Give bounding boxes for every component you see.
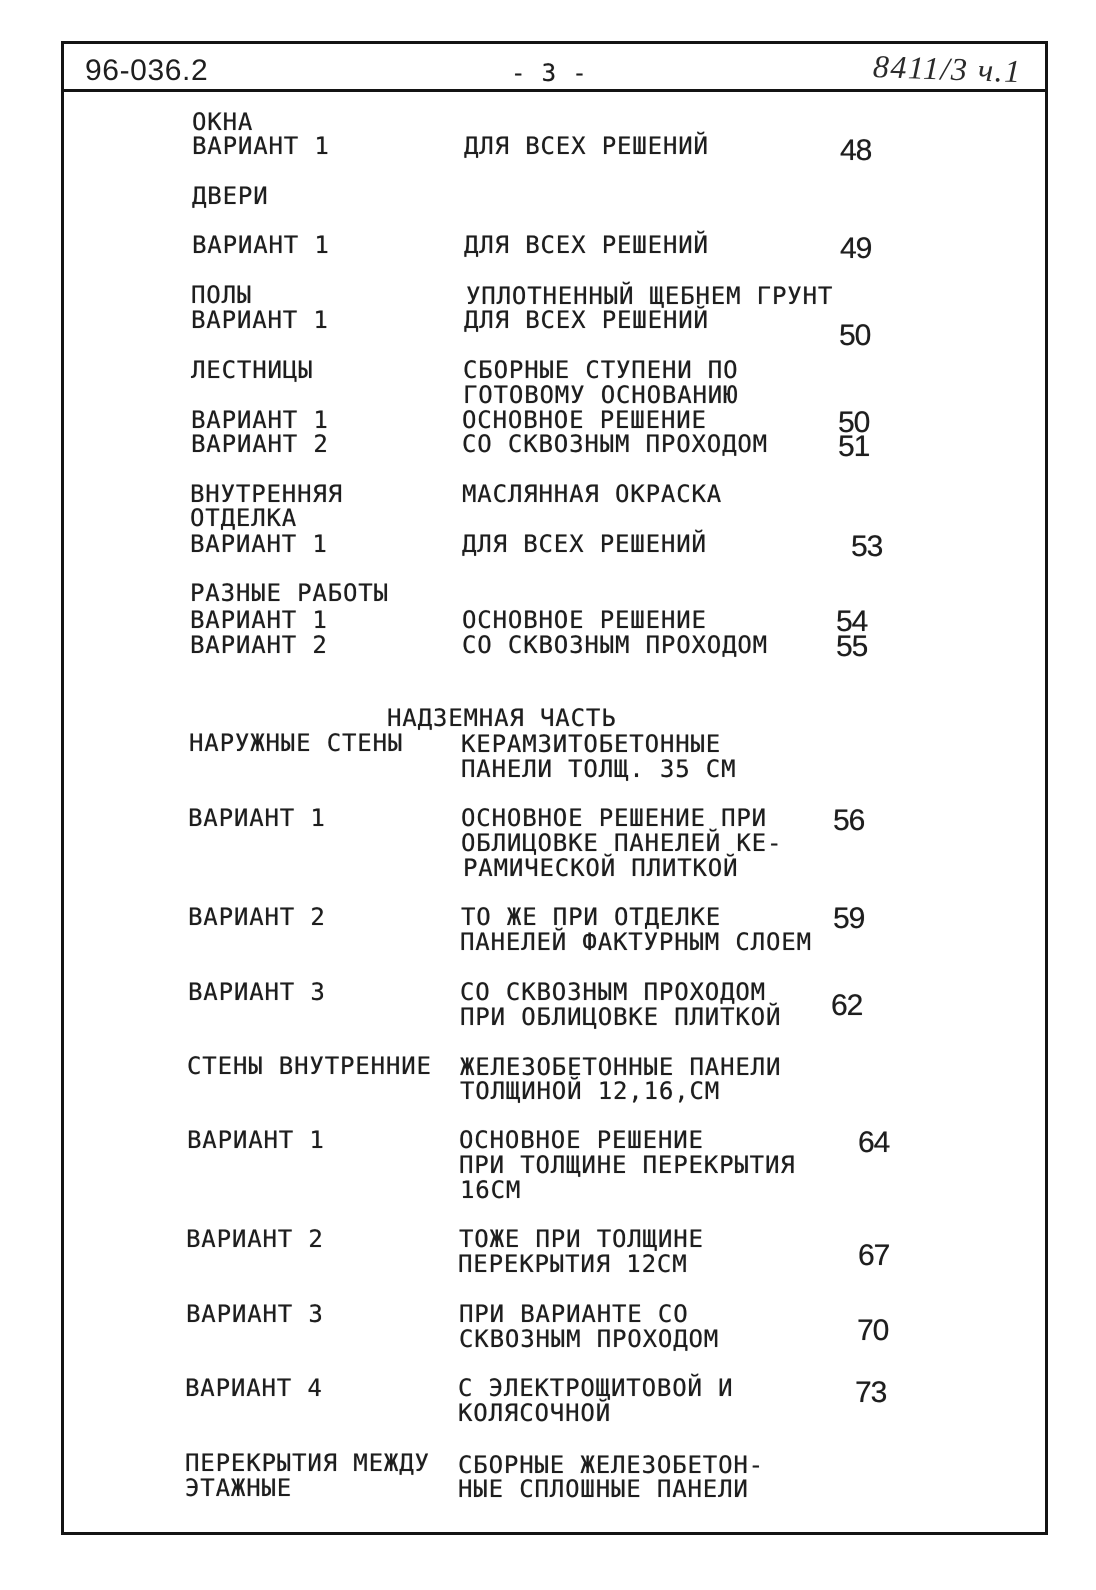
page-ref: 49 [840,232,872,265]
variant-label: ВАРИАНТ 2 [191,430,329,458]
variant-label: ВАРИАНТ 1 [191,306,329,334]
variant-label: ВАРИАНТ 1 [190,606,328,634]
page-ref: 70 [857,1314,889,1347]
variant-description: ПРИ ТОЛЩИНЕ ПЕРЕКРЫТИЯ [459,1151,796,1179]
entry-description: ПАНЕЛИ ТОЛЩ. 35 СМ [461,755,737,783]
entry-title: ПОЛЫ [191,281,253,309]
page-ref: 48 [840,134,872,167]
variant-description: ПРИ ВАРИАНТЕ СО [459,1300,689,1328]
variant-label: ВАРИАНТ 1 [192,231,330,259]
variant-label: ВАРИАНТ 4 [185,1374,323,1402]
page-ref: 67 [858,1239,890,1272]
variant-label: ВАРИАНТ 3 [186,1300,324,1328]
variant-description: ДЛЯ ВСЕХ РЕШЕНИЙ [464,231,709,259]
page-ref: 59 [833,902,865,935]
variant-description: РАМИЧЕСКОЙ ПЛИТКОЙ [463,854,739,882]
variant-label: ВАРИАНТ 2 [190,631,328,659]
variant-description: СКВОЗНЫМ ПРОХОДОМ [459,1325,720,1353]
variant-label: ВАРИАНТ 1 [192,132,330,160]
variant-label: ВАРИАНТ 3 [188,978,326,1006]
header-divider [61,89,1048,92]
entry-description: КЕРАМЗИТОБЕТОННЫЕ [461,730,722,758]
entry-title: ОТДЕЛКА [190,504,298,532]
document-code: 96-036.2 [85,54,209,87]
page-ref: 64 [858,1126,890,1159]
entry-description: НЫЕ СПЛОШНЫЕ ПАНЕЛИ [458,1475,749,1503]
page-ref: 54 [836,605,868,638]
entry-title: ПЕРЕКРЫТИЯ МЕЖДУ [185,1449,430,1477]
entry-title: НАРУЖНЫЕ СТЕНЫ [189,729,404,757]
entry-title: ВНУТРЕННЯЯ [190,480,343,508]
entry-title: ДВЕРИ [192,182,269,210]
entry-description: ГОТОВОМУ ОСНОВАНИЮ [463,381,739,409]
variant-label: ВАРИАНТ 2 [186,1225,324,1253]
page-ref: 51 [838,430,870,463]
variant-description: С ЭЛЕКТРОЩИТОВОЙ И [458,1374,734,1402]
handwritten-reference: 8411/3 ч.1 [872,48,1023,90]
variant-description: 16СМ [460,1176,522,1204]
page-ref: 73 [855,1376,887,1409]
entry-description: ТОЛЩИНОЙ 12,16,СМ [460,1077,721,1105]
entry-description: МАСЛЯННАЯ ОКРАСКА [462,480,723,508]
variant-description: СО СКВОЗНЫМ ПРОХОДОМ [462,430,768,458]
page-ref: 50 [839,319,871,352]
entry-title: ЭТАЖНЫЕ [185,1474,293,1502]
variant-description: КОЛЯСОЧНОЙ [458,1399,611,1427]
variant-label: ВАРИАНТ 1 [188,804,326,832]
page-ref: 53 [851,530,883,563]
entry-description: СБОРНЫЕ ЖЕЛЕЗОБЕТОН- [458,1451,764,1479]
variant-label: ВАРИАНТ 1 [191,406,329,434]
variant-description: ОСНОВНОЕ РЕШЕНИЕ [462,606,707,634]
variant-description: СО СКВОЗНЫМ ПРОХОДОМ [460,978,766,1006]
entry-title: ЛЕСТНИЦЫ [191,356,314,384]
section-heading-above-ground: НАДЗЕМНАЯ ЧАСТЬ [387,704,617,732]
entry-description: УПЛОТНЕННЫЙ ЩЕБНЕМ ГРУНТ [466,282,834,310]
page-ref: 55 [836,630,868,663]
variant-description: ОСНОВНОЕ РЕШЕНИЕ [459,1126,704,1154]
page-ref: 50 [838,406,870,439]
variant-description: ПАНЕЛЕЙ ФАКТУРНЫМ СЛОЕМ [460,928,812,956]
entry-description: СБОРНЫЕ СТУПЕНИ ПО [463,356,739,384]
entry-title: РАЗНЫЕ РАБОТЫ [190,579,389,607]
entry-title: ОКНА [192,108,254,136]
variant-description: ДЛЯ ВСЕХ РЕШЕНИЙ [464,306,709,334]
variant-description: ОСНОВНОЕ РЕШЕНИЕ ПРИ [461,804,767,832]
variant-description: ПЕРЕКРЫТИЯ 12СМ [458,1250,688,1278]
page-ref: 62 [831,989,863,1022]
variant-label: ВАРИАНТ 1 [190,530,328,558]
variant-description: ДЛЯ ВСЕХ РЕШЕНИЙ [462,530,707,558]
variant-label: ВАРИАНТ 2 [188,903,326,931]
variant-label: ВАРИАНТ 1 [187,1126,325,1154]
page-ref: 56 [833,804,865,837]
variant-description: ОСНОВНОЕ РЕШЕНИЕ [462,406,707,434]
entry-description: ЖЕЛЕЗОБЕТОННЫЕ ПАНЕЛИ [460,1053,782,1081]
variant-description: ДЛЯ ВСЕХ РЕШЕНИЙ [464,132,709,160]
variant-description: ОБЛИЦОВКЕ ПАНЕЛЕЙ КЕ- [461,829,783,857]
variant-description: ТО ЖЕ ПРИ ОТДЕЛКЕ [461,903,722,931]
variant-description: СО СКВОЗНЫМ ПРОХОДОМ [462,631,768,659]
entry-title: СТЕНЫ ВНУТРЕННИЕ [187,1052,432,1080]
page-number: - 3 - [511,59,588,87]
variant-description: ТОЖЕ ПРИ ТОЛЩИНЕ [459,1225,704,1253]
variant-description: ПРИ ОБЛИЦОВКЕ ПЛИТКОЙ [460,1003,782,1031]
